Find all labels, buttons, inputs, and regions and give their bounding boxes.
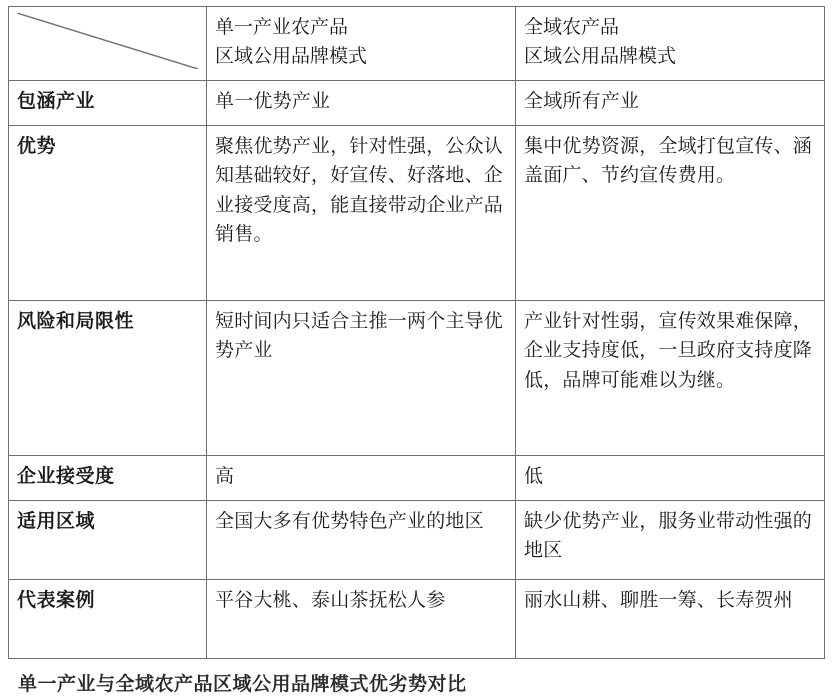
table-header-row xyxy=(9,7,825,81)
cell-cases-single: 平谷大桃、泰山茶抚松人参 xyxy=(207,579,516,658)
row-label-cases: 代表案例 xyxy=(9,579,207,658)
cell-acceptance-single: 高 xyxy=(207,455,516,500)
table-row xyxy=(9,455,825,500)
table-row xyxy=(9,579,825,658)
row-label-industries: 包涵产业 xyxy=(9,80,207,125)
table-row xyxy=(9,300,825,455)
cell-industries-whole: 全域所有产业 xyxy=(516,80,825,125)
cell-applicable-region-whole: 缺少优势产业，服务业带动性强的地区 xyxy=(516,500,825,579)
header-whole-region-line1: 全域农产品 xyxy=(524,17,620,38)
comparison-table xyxy=(8,6,825,659)
diagonal-line-icon xyxy=(17,13,198,69)
table-row xyxy=(9,500,825,579)
cell-risks-single: 短时间内只适合主推一两个主导优势产业 xyxy=(207,300,516,455)
cell-advantages-single: 聚焦优势产业，针对性强，公众认知基础较好，好宣传、好落地、企业接受度高，能直接带动企业产品销售。 xyxy=(207,125,516,300)
table-row xyxy=(9,80,825,125)
row-label-risks: 风险和局限性 xyxy=(9,300,207,455)
header-single-industry-line1: 单一产业农产品 xyxy=(215,17,349,38)
table-row xyxy=(9,125,825,300)
table-caption: 单一产业与全域农产品区域公用品牌模式优劣势对比 xyxy=(18,673,467,695)
header-whole-region-line2: 区域公用品牌模式 xyxy=(524,46,677,68)
header-single-industry-line2: 区域公用品牌模式 xyxy=(215,46,368,68)
corner-diagonal-cell xyxy=(9,7,207,81)
cell-cases-whole: 丽水山耕、聊胜一筹、长寿贺州 xyxy=(516,579,825,658)
cell-advantages-whole: 集中优势资源，全域打包宣传、涵盖面广、节约宣传费用。 xyxy=(516,125,825,300)
row-label-acceptance: 企业接受度 xyxy=(9,455,207,500)
cell-risks-whole: 产业针对性弱，宣传效果难保障，企业支持度低，一旦政府支持度降低，品牌可能难以为继。 xyxy=(516,300,825,455)
header-whole-region xyxy=(516,7,825,81)
cell-acceptance-whole: 低 xyxy=(516,455,825,500)
row-label-advantages: 优势 xyxy=(9,125,207,300)
cell-applicable-region-single: 全国大多有优势特色产业的地区 xyxy=(207,500,516,579)
row-label-applicable-region: 适用区域 xyxy=(9,500,207,579)
header-single-industry xyxy=(207,7,516,81)
cell-industries-single: 单一优势产业 xyxy=(207,80,516,125)
